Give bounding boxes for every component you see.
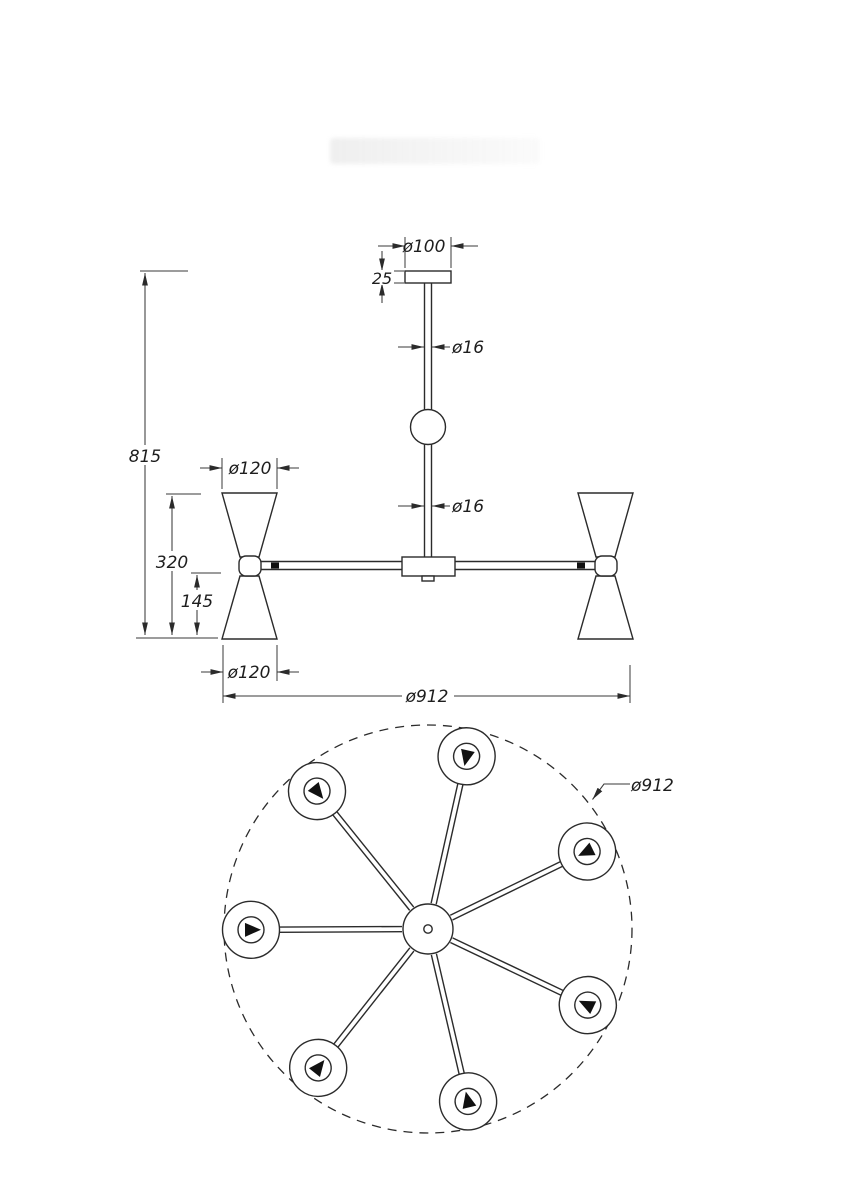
lamp-head bbox=[278, 1028, 358, 1108]
dim-shade-height bbox=[155, 494, 201, 635]
dim-overall-width bbox=[223, 665, 630, 707]
canopy-height-label: 25 bbox=[371, 269, 393, 288]
dim-shade-lower-height bbox=[180, 573, 221, 635]
total-height-label: 815 bbox=[128, 447, 162, 467]
lamp-head bbox=[433, 722, 501, 790]
left-arm-mark bbox=[271, 563, 279, 569]
shade-diameter-top-label: ø120 bbox=[228, 459, 272, 479]
lamp-head bbox=[222, 901, 279, 958]
lamp-head bbox=[550, 967, 626, 1043]
dim-upper-stem-diameter bbox=[398, 338, 484, 358]
left-shade-socket bbox=[239, 556, 261, 576]
stem-ball bbox=[411, 410, 446, 445]
right-shade-socket bbox=[595, 556, 617, 576]
dim-shade-diameter-top bbox=[200, 458, 299, 489]
lamp-head bbox=[277, 751, 357, 831]
shade-lower-height-label: 145 bbox=[180, 592, 214, 612]
lamp-head bbox=[549, 813, 625, 889]
dim-plan-diameter bbox=[593, 776, 674, 800]
plan-diameter-label: ø912 bbox=[631, 776, 674, 796]
ceiling-canopy bbox=[405, 271, 451, 283]
right-shade-upper-cone bbox=[578, 493, 633, 557]
right-shade-lower-cone bbox=[578, 576, 633, 639]
plan-view bbox=[222, 722, 673, 1135]
plan-center-hub bbox=[403, 904, 453, 954]
left-shade-upper-cone bbox=[222, 493, 277, 557]
dim-canopy-diameter bbox=[378, 237, 478, 268]
central-hub bbox=[402, 557, 455, 581]
overall-width-label: ø912 bbox=[405, 687, 449, 707]
lower-stem-diameter-label: ø16 bbox=[452, 497, 485, 517]
shade-height-label: 320 bbox=[155, 553, 189, 573]
front-view bbox=[129, 237, 633, 707]
dim-lower-stem-diameter bbox=[398, 497, 484, 517]
upper-stem-diameter-label: ø16 bbox=[452, 338, 485, 358]
dim-total-height bbox=[129, 271, 218, 638]
canopy-diameter-label: ø100 bbox=[402, 237, 446, 257]
left-shade-lower-cone bbox=[222, 576, 277, 639]
lamp-head bbox=[434, 1067, 502, 1135]
dim-canopy-height bbox=[371, 251, 404, 303]
right-arm-mark bbox=[577, 563, 585, 569]
hub-tab bbox=[422, 576, 434, 581]
dim-shade-diameter-bottom bbox=[201, 645, 299, 703]
left-shade bbox=[222, 493, 277, 639]
shade-diameter-bottom-label: ø120 bbox=[227, 663, 271, 683]
right-shade bbox=[578, 493, 633, 639]
